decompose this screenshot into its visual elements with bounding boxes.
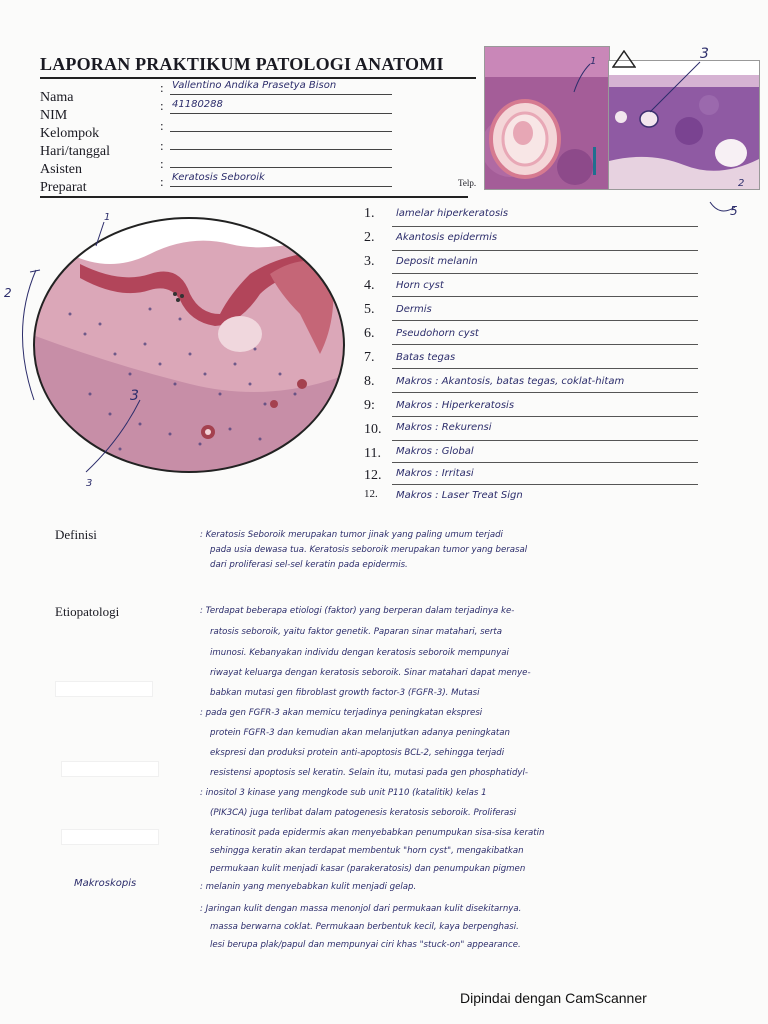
answer-text: Deposit melanin: [396, 256, 478, 267]
field-label-hari-tanggal: Hari/tanggal: [40, 144, 110, 159]
photo-pointer-lines: [540, 52, 760, 212]
drawing-marker-3b: 3: [86, 478, 93, 489]
etiopatologi-line: keratinosit pada epidermis akan menyebabkan penumpukan sisa-sisa keratin: [210, 828, 545, 838]
field-line-asisten: [170, 167, 392, 168]
answer-text: Dermis: [396, 304, 432, 315]
section-label-makroskopis: Makroskopis: [74, 878, 137, 889]
answer-line: [392, 226, 698, 227]
section-label-definisi: Definisi: [55, 527, 97, 542]
answer-number: 3.: [364, 254, 375, 269]
answer-line: [392, 344, 698, 345]
answer-text: Makros : Laser Treat Sign: [396, 490, 523, 501]
drawing-pointer-lines: [0, 210, 160, 490]
telp-label: Telp.: [458, 178, 477, 188]
answer-text: Pseudohorn cyst: [396, 328, 479, 339]
field-value-nim: 41180288: [172, 99, 223, 110]
answer-number: 9:: [364, 398, 375, 413]
answer-text: lamelar hiperkeratosis: [396, 208, 509, 219]
answer-number: 11.: [364, 446, 381, 461]
etiopatologi-line: : melanin yang menyebabkan kulit menjadi gelap.: [200, 882, 417, 892]
etiopatologi-line: babkan mutasi gen fibroblast growth factor-3 (FGFR-3). Mutasi: [210, 688, 480, 698]
answer-line: [392, 440, 698, 441]
answer-text: Makros : Rekurensi: [396, 422, 492, 433]
answer-number: 12.: [364, 468, 382, 483]
etiopatologi-line: : inositol 3 kinase yang mengkode sub unit P110 (katalitik) kelas 1: [200, 788, 487, 798]
field-label-asisten: Asisten: [40, 162, 82, 177]
answer-line: [392, 392, 698, 393]
etiopatologi-line: resistensi apoptosis sel keratin. Selain itu, mutasi pada gen phosphatidyl-: [210, 768, 528, 778]
answer-text: Makros : Irritasi: [396, 468, 474, 479]
makroskopis-line: : Jaringan kulit dengan massa menonjol dari permukaan kulit disekitarnya.: [200, 904, 522, 914]
answer-number: 12.: [364, 488, 378, 500]
answer-line: [392, 462, 698, 463]
definisi-line: pada usia dewasa tua. Keratosis seboroik merupakan tumor yang berasal: [210, 545, 528, 555]
redaction-patch: [56, 682, 152, 696]
answer-line: [392, 320, 698, 321]
field-colon: :: [160, 98, 164, 113]
etiopatologi-line: imunosi. Kebanyakan individu dengan keratosis seboroik mempunyai: [210, 648, 509, 658]
answer-text: Makros : Global: [396, 446, 474, 457]
field-line-kelompok: [170, 131, 392, 132]
field-label-nim: NIM: [40, 108, 68, 123]
camscanner-footer: Dipindai dengan CamScanner: [460, 990, 647, 1006]
etiopatologi-line: ekspresi dan produksi protein anti-apoptosis BCL-2, sehingga terjadi: [210, 748, 505, 758]
photo-marker-5: 5: [730, 204, 738, 218]
report-title: LAPORAN PRAKTIKUM PATOLOGI ANATOMI: [40, 54, 444, 74]
answer-text: Batas tegas: [396, 352, 456, 363]
makroskopis-line: lesi berupa plak/papul dan mempunyai ciri khas "stuck-on" appearance.: [210, 940, 521, 950]
field-colon: :: [160, 80, 164, 95]
etiopatologi-line: riwayat keluarga dengan keratosis seboroik. Sinar matahari dapat menye-: [210, 668, 531, 678]
drawing-marker-3: 3: [130, 388, 139, 404]
etiopatologi-line: ratosis seboroik, yaitu faktor genetik. Paparan sinar matahari, serta: [210, 627, 503, 637]
field-value-preparat: Keratosis Seboroik: [172, 172, 265, 183]
answer-number: 4.: [364, 278, 375, 293]
section-label-etiopatologi: Etiopatologi: [55, 604, 120, 619]
field-label-preparat: Preparat: [40, 180, 87, 195]
answer-text: Makros : Akantosis, batas tegas, coklat-hitam: [396, 376, 625, 387]
drawing-marker-1: 1: [104, 212, 111, 223]
answer-line: [392, 416, 698, 417]
title-rule: [40, 77, 476, 79]
answer-text: Makros : Hiperkeratosis: [396, 400, 515, 411]
etiopatologi-line: : Terdapat beberapa etiologi (faktor) yang berperan dalam terjadinya ke-: [200, 606, 515, 616]
field-line-preparat: [170, 186, 392, 187]
field-line-hari-tanggal: [170, 149, 392, 150]
answer-line: [392, 273, 698, 274]
photo-marker-3: 3: [700, 46, 709, 62]
answer-line: [392, 250, 698, 251]
answer-number: 8.: [364, 374, 375, 389]
etiopatologi-line: protein FGFR-3 dan kemudian akan melanjutkan adanya peningkatan: [210, 728, 510, 738]
field-label-nama: Nama: [40, 90, 74, 105]
field-value-nama: Vallentino Andika Prasetya Bison: [172, 80, 337, 91]
field-colon: :: [160, 174, 164, 189]
answer-line: [392, 296, 698, 297]
definisi-line: : Keratosis Seboroik merupakan tumor jinak yang paling umum terjadi: [200, 530, 503, 540]
field-colon: :: [160, 138, 164, 153]
answer-number: 6.: [364, 326, 375, 341]
photo-marker-2: 2: [738, 178, 745, 189]
redaction-patch: [62, 830, 158, 844]
answer-number: 1.: [364, 206, 375, 221]
redaction-patch: [62, 762, 158, 776]
etiopatologi-line: sehingga keratin akan terdapat membentuk "horn cyst", mengakibatkan: [210, 846, 524, 856]
makroskopis-line: massa berwarna coklat. Permukaan berbentuk kecil, kaya berpenghasi.: [210, 922, 519, 932]
etiopatologi-line: permukaan kulit menjadi kasar (parakeratosis) dan penumpukan pigmen: [210, 864, 526, 874]
field-line-nim: [170, 113, 392, 114]
answer-line: [392, 484, 698, 485]
answer-number: 7.: [364, 350, 375, 365]
answer-number: 10.: [364, 422, 382, 437]
answer-line: [392, 368, 698, 369]
answer-number: 5.: [364, 302, 375, 317]
drawing-marker-2: 2: [4, 286, 12, 300]
field-colon: :: [160, 156, 164, 171]
header-bottom-rule: [40, 196, 468, 198]
photo-marker-1: 1: [590, 56, 597, 67]
definisi-line: dari proliferasi sel-sel keratin pada epidermis.: [210, 560, 408, 570]
answer-text: Horn cyst: [396, 280, 444, 291]
field-line-nama: [170, 94, 392, 95]
field-colon: :: [160, 118, 164, 133]
etiopatologi-line: (PIK3CA) juga terlibat dalam patogenesis keratosis seboroik. Proliferasi: [210, 808, 517, 818]
answer-text: Akantosis epidermis: [396, 232, 498, 243]
etiopatologi-line: : pada gen FGFR-3 akan memicu terjadinya peningkatan ekspresi: [200, 708, 483, 718]
field-label-kelompok: Kelompok: [40, 126, 100, 141]
answer-number: 2.: [364, 230, 375, 245]
